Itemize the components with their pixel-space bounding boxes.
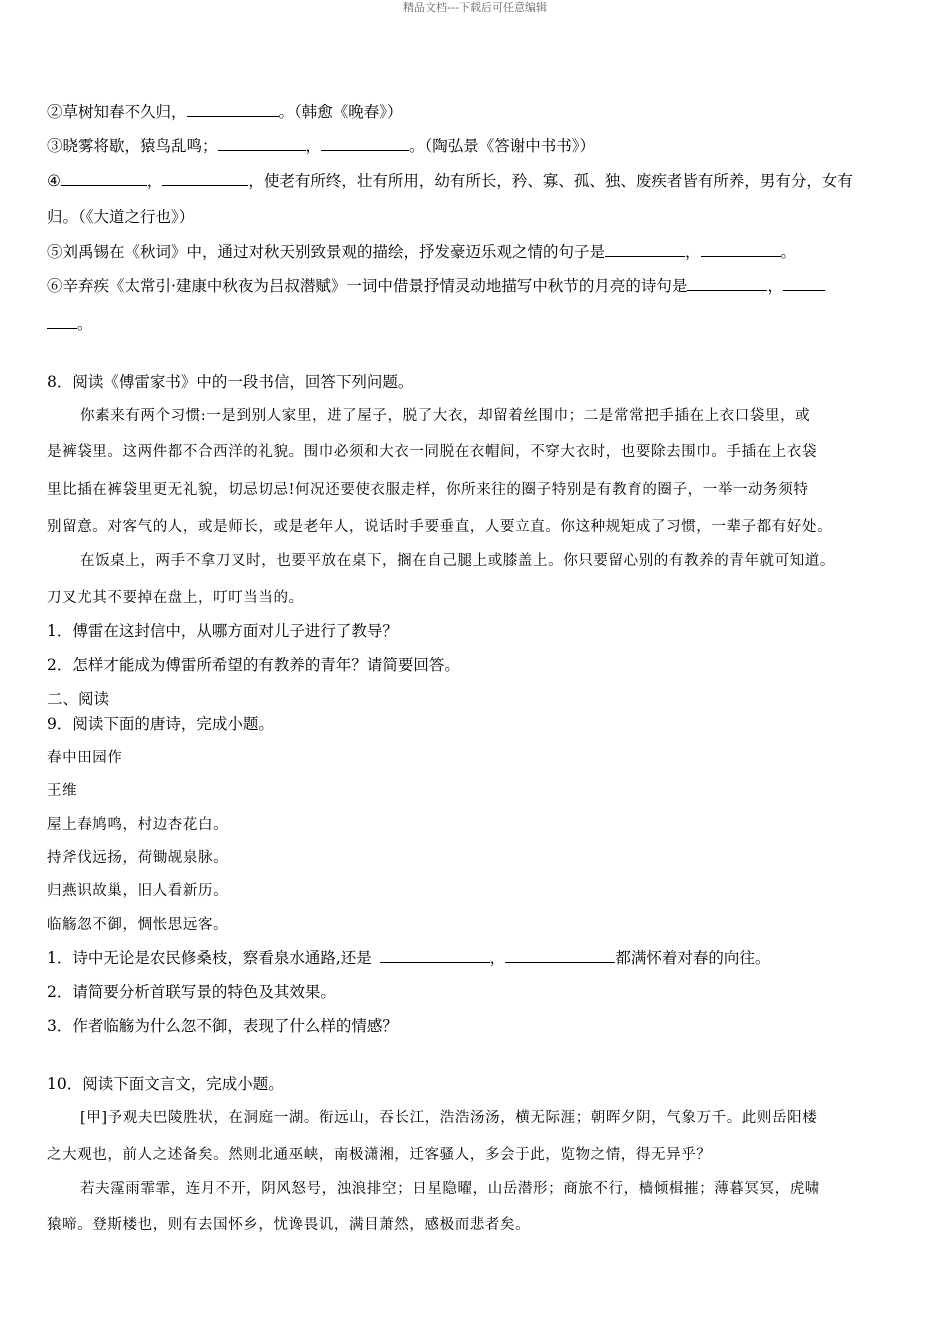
answer-blank[interactable] (687, 276, 767, 291)
fill-item-6-suffix: 。 (77, 315, 93, 333)
classical-text-paragraph: 猿啼。登斯楼也，则有去国怀乡，忧谗畏讥，满目萧然，感极而悲者矣。 (47, 1217, 531, 1233)
classical-text-paragraph: [甲]予观夫巴陵胜状，在洞庭一湖。衔远山，吞长江，浩浩汤汤，横无际涯；朝晖夕阴，气象万千。此则岳阳楼 (80, 1110, 818, 1126)
poem-title: 春中田园作 (47, 750, 123, 766)
question-8-title: 8．阅读《傅雷家书》中的一段书信，回答下列问题。 (47, 373, 414, 391)
fill-item-3-mid: ， (305, 137, 322, 155)
poem-line: 临觞忽不御，惆怅思远客。 (47, 917, 229, 933)
fill-item-4-suffix: ，使老有所终，壮有所用，幼有所长，矜、寡、孤、独、废疾者皆有所养，男有分，女有 (248, 172, 853, 190)
fill-item-2 (47, 102, 907, 122)
letter-paragraph: 别留意。对客气的人，或是师长，或是老年人，说话时手要垂直，人要立直。你这种规矩成了习惯，一辈子都有好处。 (47, 519, 833, 535)
answer-blank[interactable] (605, 242, 685, 257)
classical-text-paragraph: 之大观也，前人之述备矣。然则北通巫峡，南极潇湘，迁客骚人，多会于此，览物之情，得无异乎？ (47, 1147, 712, 1163)
letter-paragraph: 里比插在裤袋里更无礼貌，切忌切忌!何况还要使衣服走样，你所来往的圈子特别是有教育的圈子，一举一动务须特 (47, 482, 809, 498)
answer-blank[interactable] (505, 948, 615, 963)
answer-blank[interactable] (701, 242, 781, 257)
letter-paragraph: 在饭桌上，两手不拿刀叉时，也要平放在桌下，搁在自己腿上或膝盖上。你只要留心别的有教养的青年就可知道。 (80, 553, 835, 569)
answer-blank[interactable] (380, 948, 490, 963)
question-8-sub-2: 2．怎样才能成为傅雷所希望的有教养的青年？请简要回答。 (47, 656, 460, 674)
poem-line: 持斧伐远扬，荷锄觇泉脉。 (47, 850, 229, 866)
answer-blank[interactable] (187, 102, 279, 117)
question-9-sub-1-mid: ， (489, 949, 506, 967)
answer-blank[interactable] (783, 276, 825, 291)
fill-item-6-line2 (47, 314, 907, 334)
fill-item-4-prefix: ④ (47, 172, 61, 190)
question-9-sub-1-prefix: 1．诗中无论是农民修桑枝，察看泉水通路,还是 (47, 949, 372, 967)
question-9-sub-2: 2．请简要分析首联写景的特色及其效果。 (47, 983, 336, 1001)
fill-item-6-prefix: ⑥辛弃疾《太常引·建康中秋夜为吕叔潜赋》一词中借景抒情灵动地描写中秋节的月亮的诗句是 (47, 277, 688, 295)
question-10-title: 10．阅读下面文言文，完成小题。 (47, 1075, 284, 1093)
question-9-sub-1-suffix: 都满怀着对春的向往。 (615, 949, 771, 967)
answer-blank[interactable] (218, 136, 306, 151)
page-header: 精品文档---下载后可任意编辑 (403, 1, 547, 14)
fill-item-3 (47, 136, 907, 156)
question-9-sub-3: 3．作者临觞为什么忽不御，表现了什么样的情感？ (47, 1017, 398, 1035)
letter-paragraph: 刀叉尤其不要掉在盘上，叮叮当当的。 (47, 590, 304, 606)
question-9-sub-1 (47, 948, 907, 968)
fill-item-6-mid: ， (767, 277, 783, 295)
fill-item-4-mid: ， (146, 172, 163, 190)
fill-item-4 (47, 171, 907, 191)
letter-paragraph: 你素来有两个习惯:一是到别人家里，进了屋子，脱了大衣，却留着丝围巾；二是常常把手插在上衣口袋里，或 (80, 408, 811, 424)
section-title: 二、阅读 (47, 690, 110, 708)
letter-paragraph: 是裤袋里。这两件都不合西洋的礼貌。围巾必须和大衣一同脱在衣帽间，不穿大衣时，也要除去围巾。手插在上衣袋 (47, 444, 818, 460)
fill-item-5-mid: ， (685, 243, 701, 261)
fill-item-2-prefix: ②草树知春不久归， (47, 103, 187, 121)
answer-blank[interactable] (47, 314, 77, 329)
fill-item-5-suffix: 。 (780, 243, 797, 261)
fill-item-5-prefix: ⑤刘禹锡在《秋词》中，通过对秋天别致景观的描绘，抒发豪迈乐观之情的句子是 (47, 243, 606, 261)
fill-item-3-suffix: 。（陶弘景《答谢中书书》） (409, 137, 596, 155)
poem-line: 归燕识故巢，旧人看新历。 (47, 883, 229, 899)
poem-author: 王维 (47, 783, 78, 799)
question-9-title: 9．阅读下面的唐诗，完成小题。 (47, 715, 274, 733)
fill-item-4-line2: 归。（《大道之行也》） (47, 208, 195, 226)
fill-item-2-suffix: 。（韩愈《晚春》） (278, 103, 403, 121)
fill-item-5 (47, 242, 907, 262)
answer-blank[interactable] (321, 136, 409, 151)
classical-text-paragraph: 若夫霪雨霏霏，连月不开，阴风怒号，浊浪排空；日星隐曜，山岳潜形；商旅不行，樯倾楫摧；薄暮冥冥，虎啸 (80, 1181, 820, 1197)
answer-blank[interactable] (61, 171, 147, 186)
answer-blank[interactable] (162, 171, 248, 186)
fill-item-3-prefix: ③晓雾将歇，猿鸟乱鸣； (47, 137, 218, 155)
fill-item-6 (47, 276, 907, 296)
question-8-sub-1: 1．傅雷在这封信中，从哪方面对儿子进行了教导？ (47, 622, 398, 640)
poem-line: 屋上春鸠鸣，村边杏花白。 (47, 817, 229, 833)
